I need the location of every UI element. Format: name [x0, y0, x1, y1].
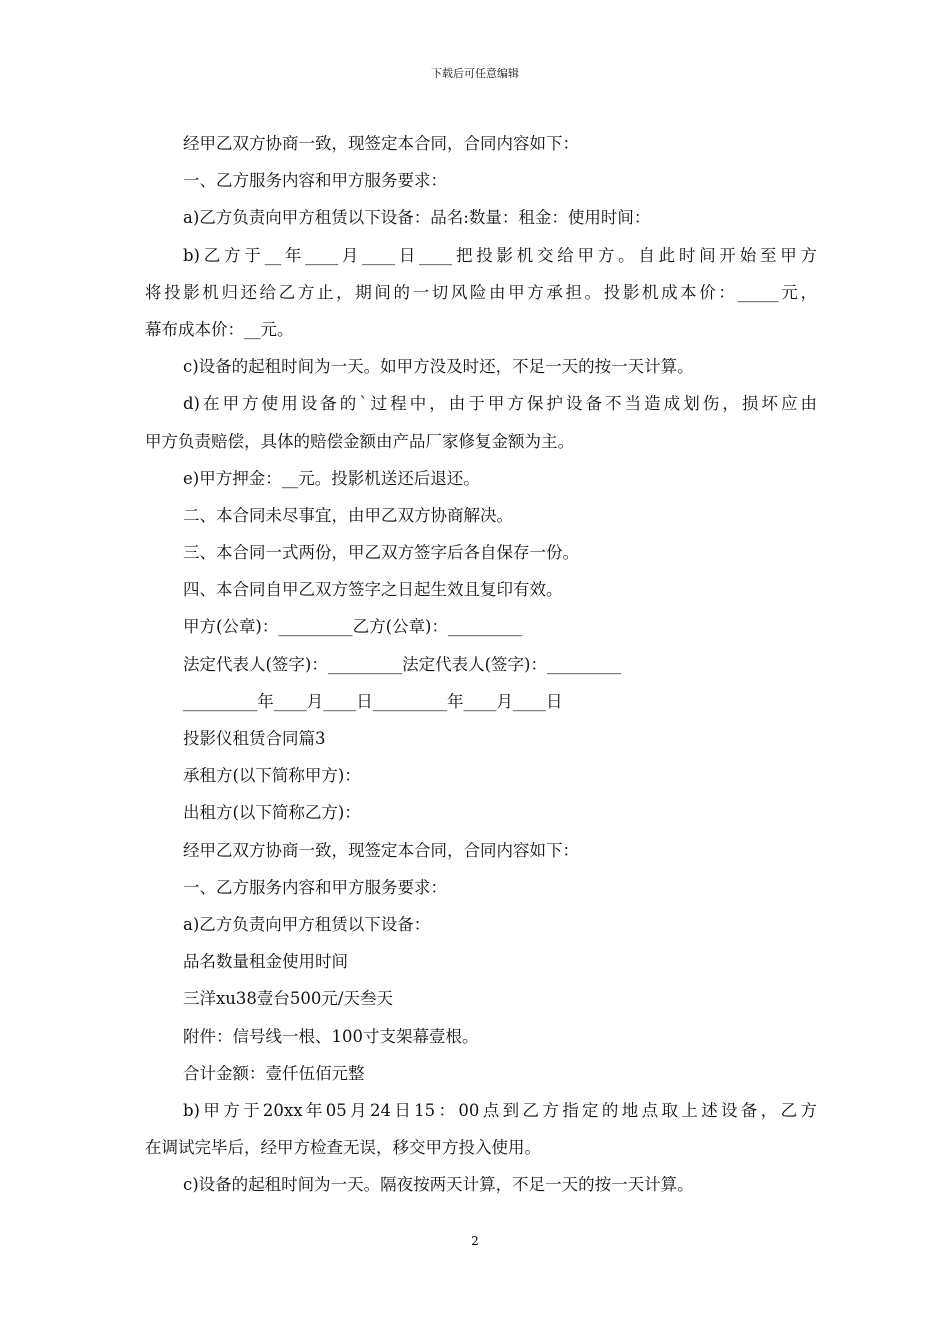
signature-line: 甲方(公章)：_________乙方(公章)：_________ [183, 617, 523, 637]
date-line: _________年____月____日_________年____月____日 [183, 691, 563, 711]
total-amount-line: 合计金额：壹仟伍佰元整 [183, 1063, 365, 1083]
contract-title: 投影仪租赁合同篇3 [183, 729, 326, 748]
section-heading: 三、本合同一式两份，甲乙双方签字后各自保存一份。 [183, 543, 579, 563]
paragraph-line: e)甲方押金：__元。投影机送还后退还。 [183, 468, 480, 488]
paragraph-line: c)设备的起租时间为一天。隔夜按两天计算，不足一天的按一天计算。 [183, 1175, 694, 1195]
page-number: 2 [471, 1234, 479, 1248]
section-heading: 四、本合同自甲乙双方签字之日起生效且复印有效。 [183, 580, 563, 600]
section-heading: 一、乙方服务内容和甲方服务要求： [183, 877, 447, 897]
paragraph-line: b)乙方于__年____月____日____把投影机交给甲方。自此时间开始至甲方 [183, 245, 817, 265]
signature-line: 法定代表人(签字)：_________法定代表人(签字)：_________ [183, 654, 622, 674]
party-line: 出租方(以下简称乙方)： [183, 803, 361, 823]
accessories-line: 附件：信号线一根、100寸支架幕壹根。 [183, 1026, 479, 1046]
party-line: 承租方(以下简称甲方)： [183, 766, 361, 786]
equipment-header-line: 品名数量租金使用时间 [183, 952, 348, 972]
section-heading: 二、本合同未尽事宜，由甲乙双方协商解决。 [183, 505, 513, 525]
paragraph-line: a)乙方负责向甲方租赁以下设备： [183, 914, 431, 934]
page-header-note: 下载后可任意编辑 [431, 67, 519, 80]
paragraph-line: c)设备的起租时间为一天。如甲方没及时还，不足一天的按一天计算。 [183, 357, 694, 377]
paragraph-line: d)在甲方使用设备的`过程中，由于甲方保护设备不当造成划伤，损坏应由 [183, 394, 817, 414]
document-body [145, 125, 817, 1203]
paragraph-line: 在调试完毕后，经甲方检查无误，移交甲方投入使用。 [145, 1138, 541, 1158]
equipment-row-line: 三洋xu38壹台500元/天叁天 [183, 989, 393, 1009]
paragraph-line: b)甲方于20xx年05月24日15：00点到乙方指定的地点取上述设备，乙方 [183, 1100, 817, 1120]
paragraph-line: 甲方负责赔偿，具体的赔偿金额由产品厂家修复金额为主。 [145, 431, 574, 451]
paragraph-line: 将投影机归还给乙方止，期间的一切风险由甲方承担。投影机成本价：_____元， [145, 282, 817, 302]
paragraph-line: a)乙方负责向甲方租赁以下设备：品名:数量：租金：使用时间： [183, 208, 651, 228]
paragraph-line: 经甲乙双方协商一致，现签定本合同，合同内容如下： [183, 134, 579, 153]
section-heading: 一、乙方服务内容和甲方服务要求： [183, 171, 447, 191]
paragraph-line: 幕布成本价：__元。 [145, 319, 294, 339]
paragraph-line: 经甲乙双方协商一致，现签定本合同，合同内容如下： [183, 840, 579, 860]
